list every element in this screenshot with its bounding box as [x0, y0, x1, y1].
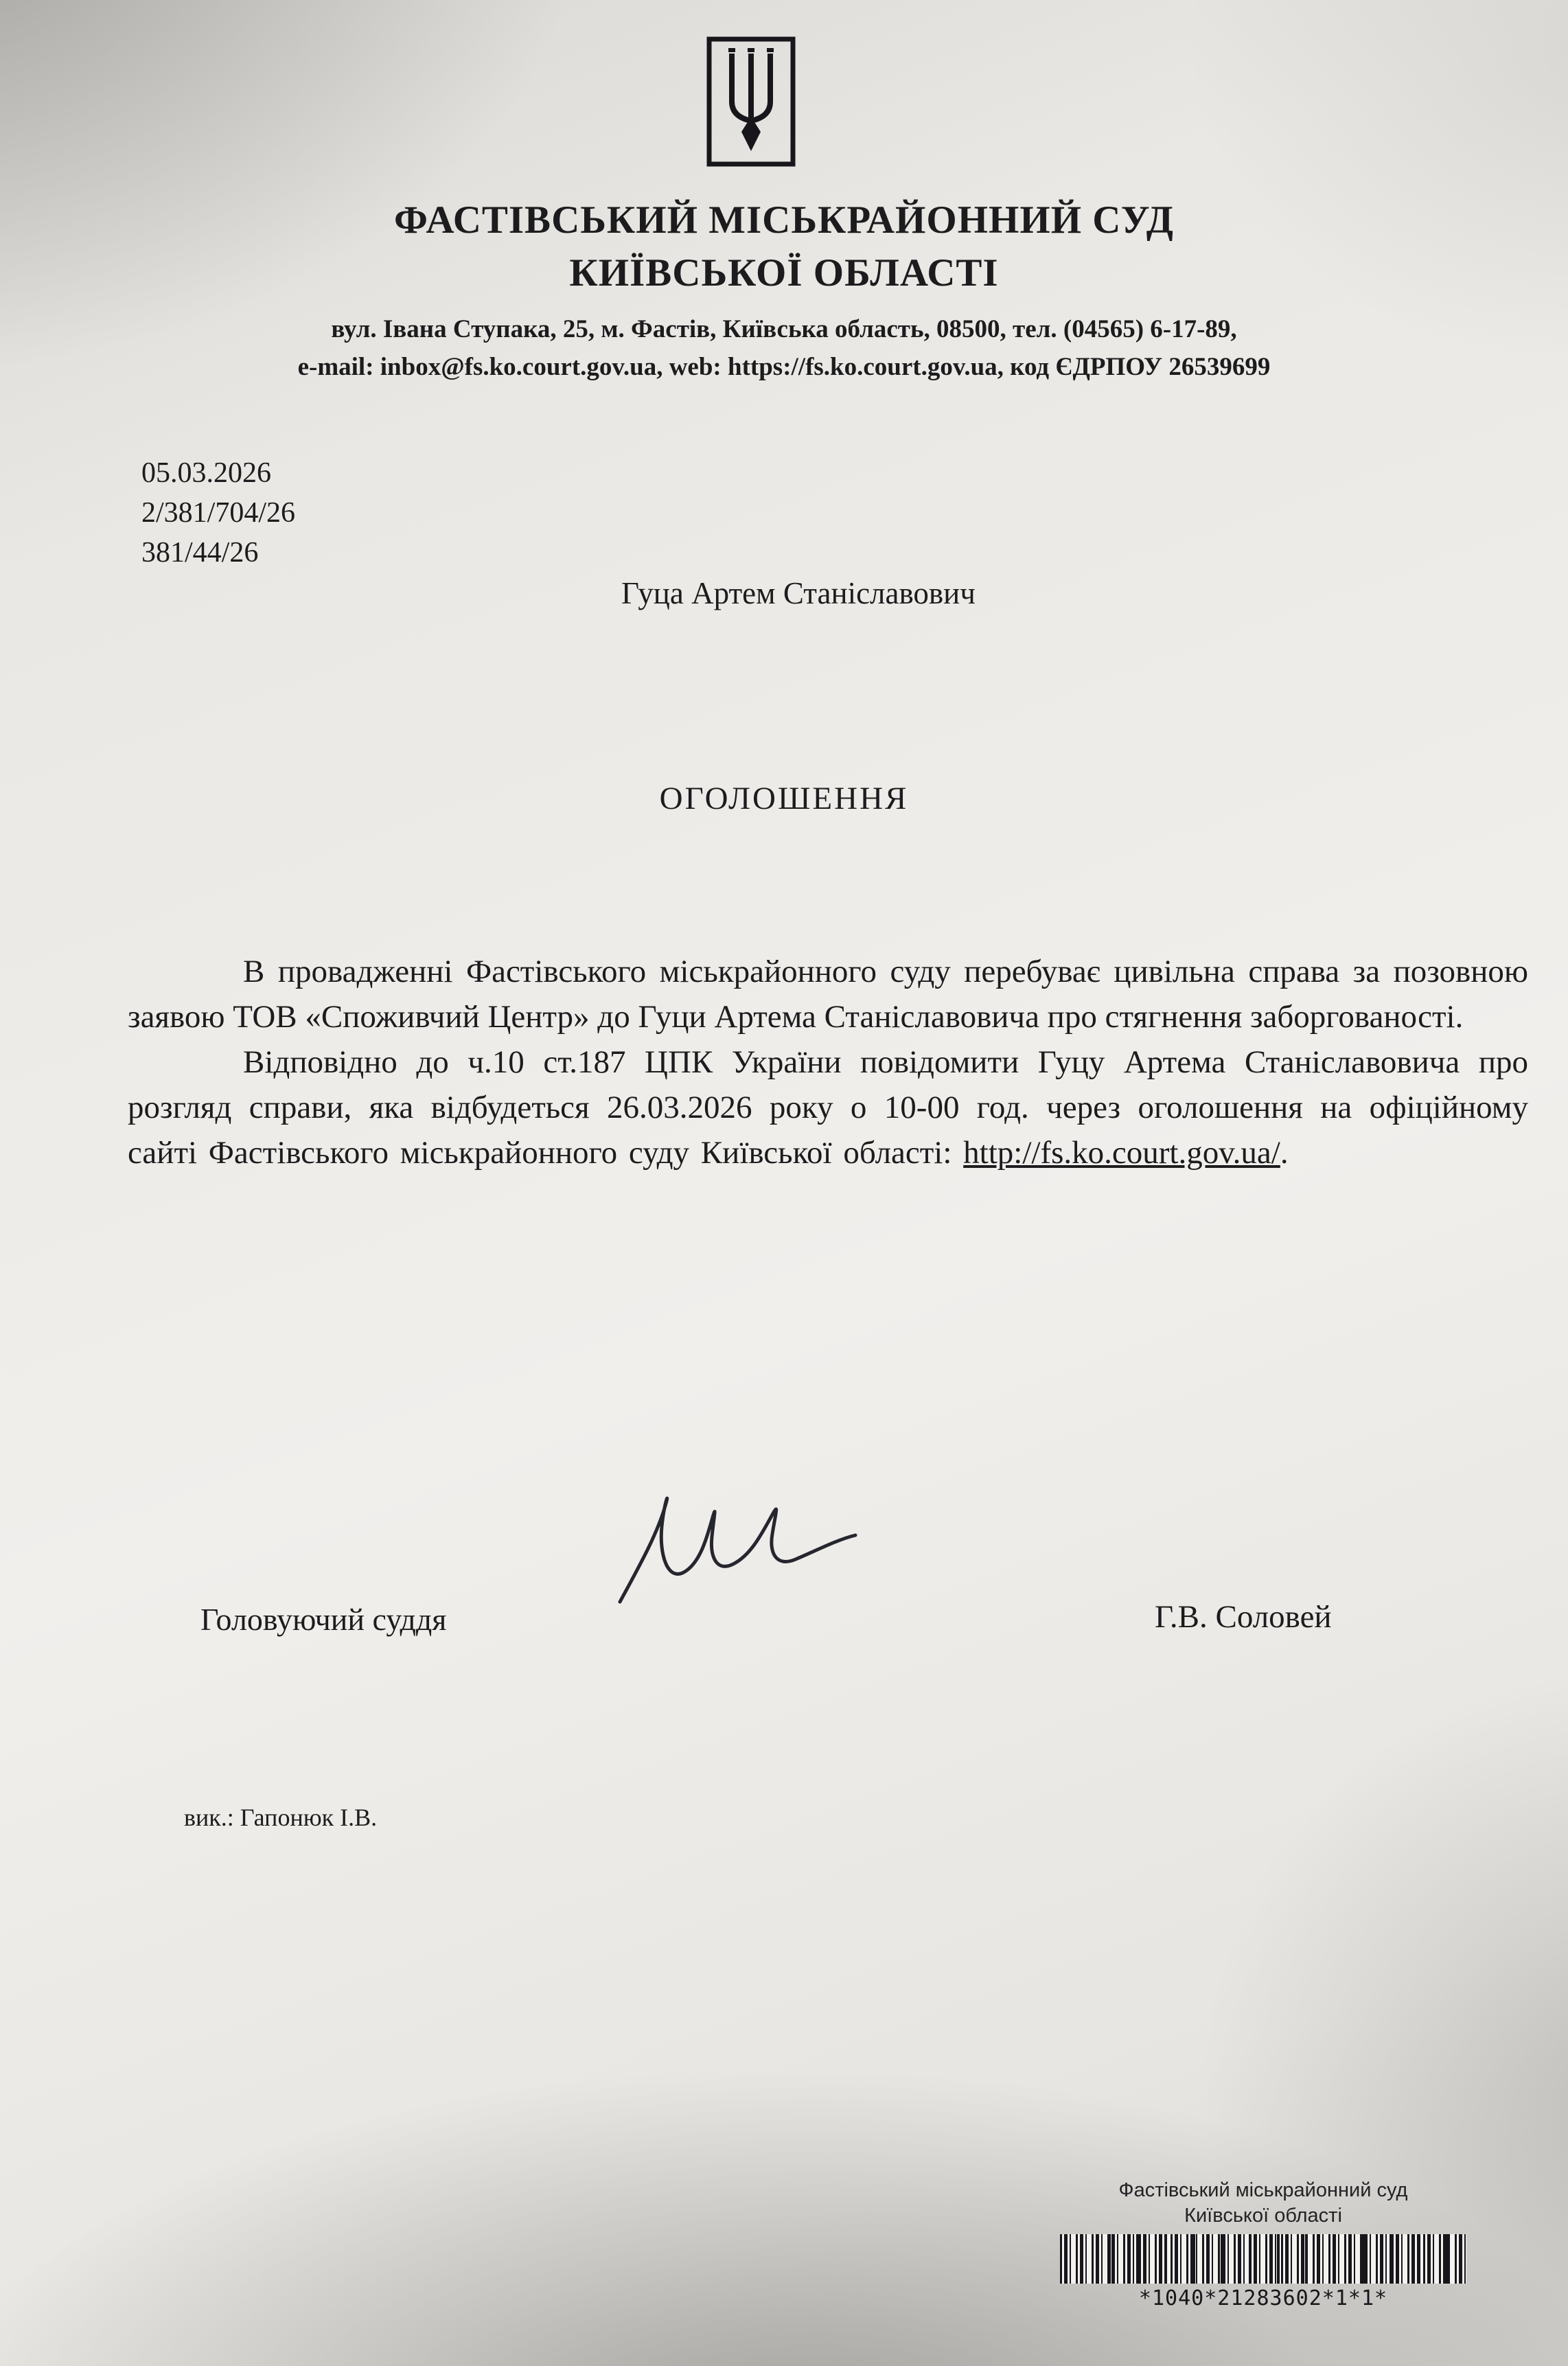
court-name-heading [0, 194, 1568, 299]
court-address-block [0, 310, 1568, 386]
paragraph-2 [128, 1040, 1528, 1175]
stamp-court-line2: Київської області [1184, 2205, 1342, 2227]
barcode-number: *1040*21283602*1*1* [1138, 2286, 1388, 2310]
barcode-icon [1060, 2234, 1466, 2284]
court-address-line2: e-mail: inbox@fs.ko.court.gov.ua, web: https://fs.ko.court.gov.ua, код ЄДРПОУ 26539699 [297, 353, 1271, 381]
document-body [128, 949, 1528, 1175]
executor-note: вик.: Гапонюк І.В. [184, 1804, 378, 1831]
judge-signature-icon [603, 1461, 871, 1633]
court-name-line2: КИЇВСЬКОЇ ОБЛАСТІ [569, 251, 999, 295]
court-address-line1: вул. Івана Ступака, 25, м. Фастів, Київська область, 08500, тел. (04565) 6-17-89, [331, 315, 1237, 343]
document-title: ОГОЛОШЕННЯ [659, 781, 909, 816]
ukraine-trident-emblem-icon [706, 36, 796, 168]
case-number: 2/381/704/26 [141, 497, 296, 529]
paragraph-2-period: . [1280, 1135, 1289, 1171]
paragraph-2-text: Відповідно до ч.10 ст.187 ЦПК України повідомити Гуцу Артема Станіславовича про розгляд справи, яка відбудеться 26.03.2026 року о 10-00 год. через оголошення на офіційному сайті Фастівського міськрайонного суду Київської області: [128, 1044, 1528, 1171]
paragraph-1: В провадженні Фастівського міськрайонного суду перебуває цивільна справа за позовною заявою ТОВ «Споживчий Центр» до Гуци Артема Станіславовича про стягнення заборгованості. [128, 954, 1528, 1035]
recipient-name: Гуца Артем Станіславович [621, 576, 976, 610]
document-date: 05.03.2026 [141, 457, 271, 489]
footer-stamp-block [1044, 2178, 1483, 2310]
judge-role-label: Головуючий суддя [200, 1602, 447, 1637]
stamp-court-name [1044, 2178, 1483, 2229]
judge-name: Г.В. Соловей [1155, 1599, 1332, 1635]
court-website-link: http://fs.ko.court.gov.ua/ [963, 1135, 1280, 1171]
court-name-line1: ФАСТІВСЬКИЙ МІСЬКРАЙОННИЙ СУД [394, 198, 1174, 242]
stamp-court-line1: Фастівський міськрайонний суд [1118, 2179, 1408, 2201]
document-meta-block [141, 453, 295, 573]
reference-number: 381/44/26 [141, 537, 259, 568]
